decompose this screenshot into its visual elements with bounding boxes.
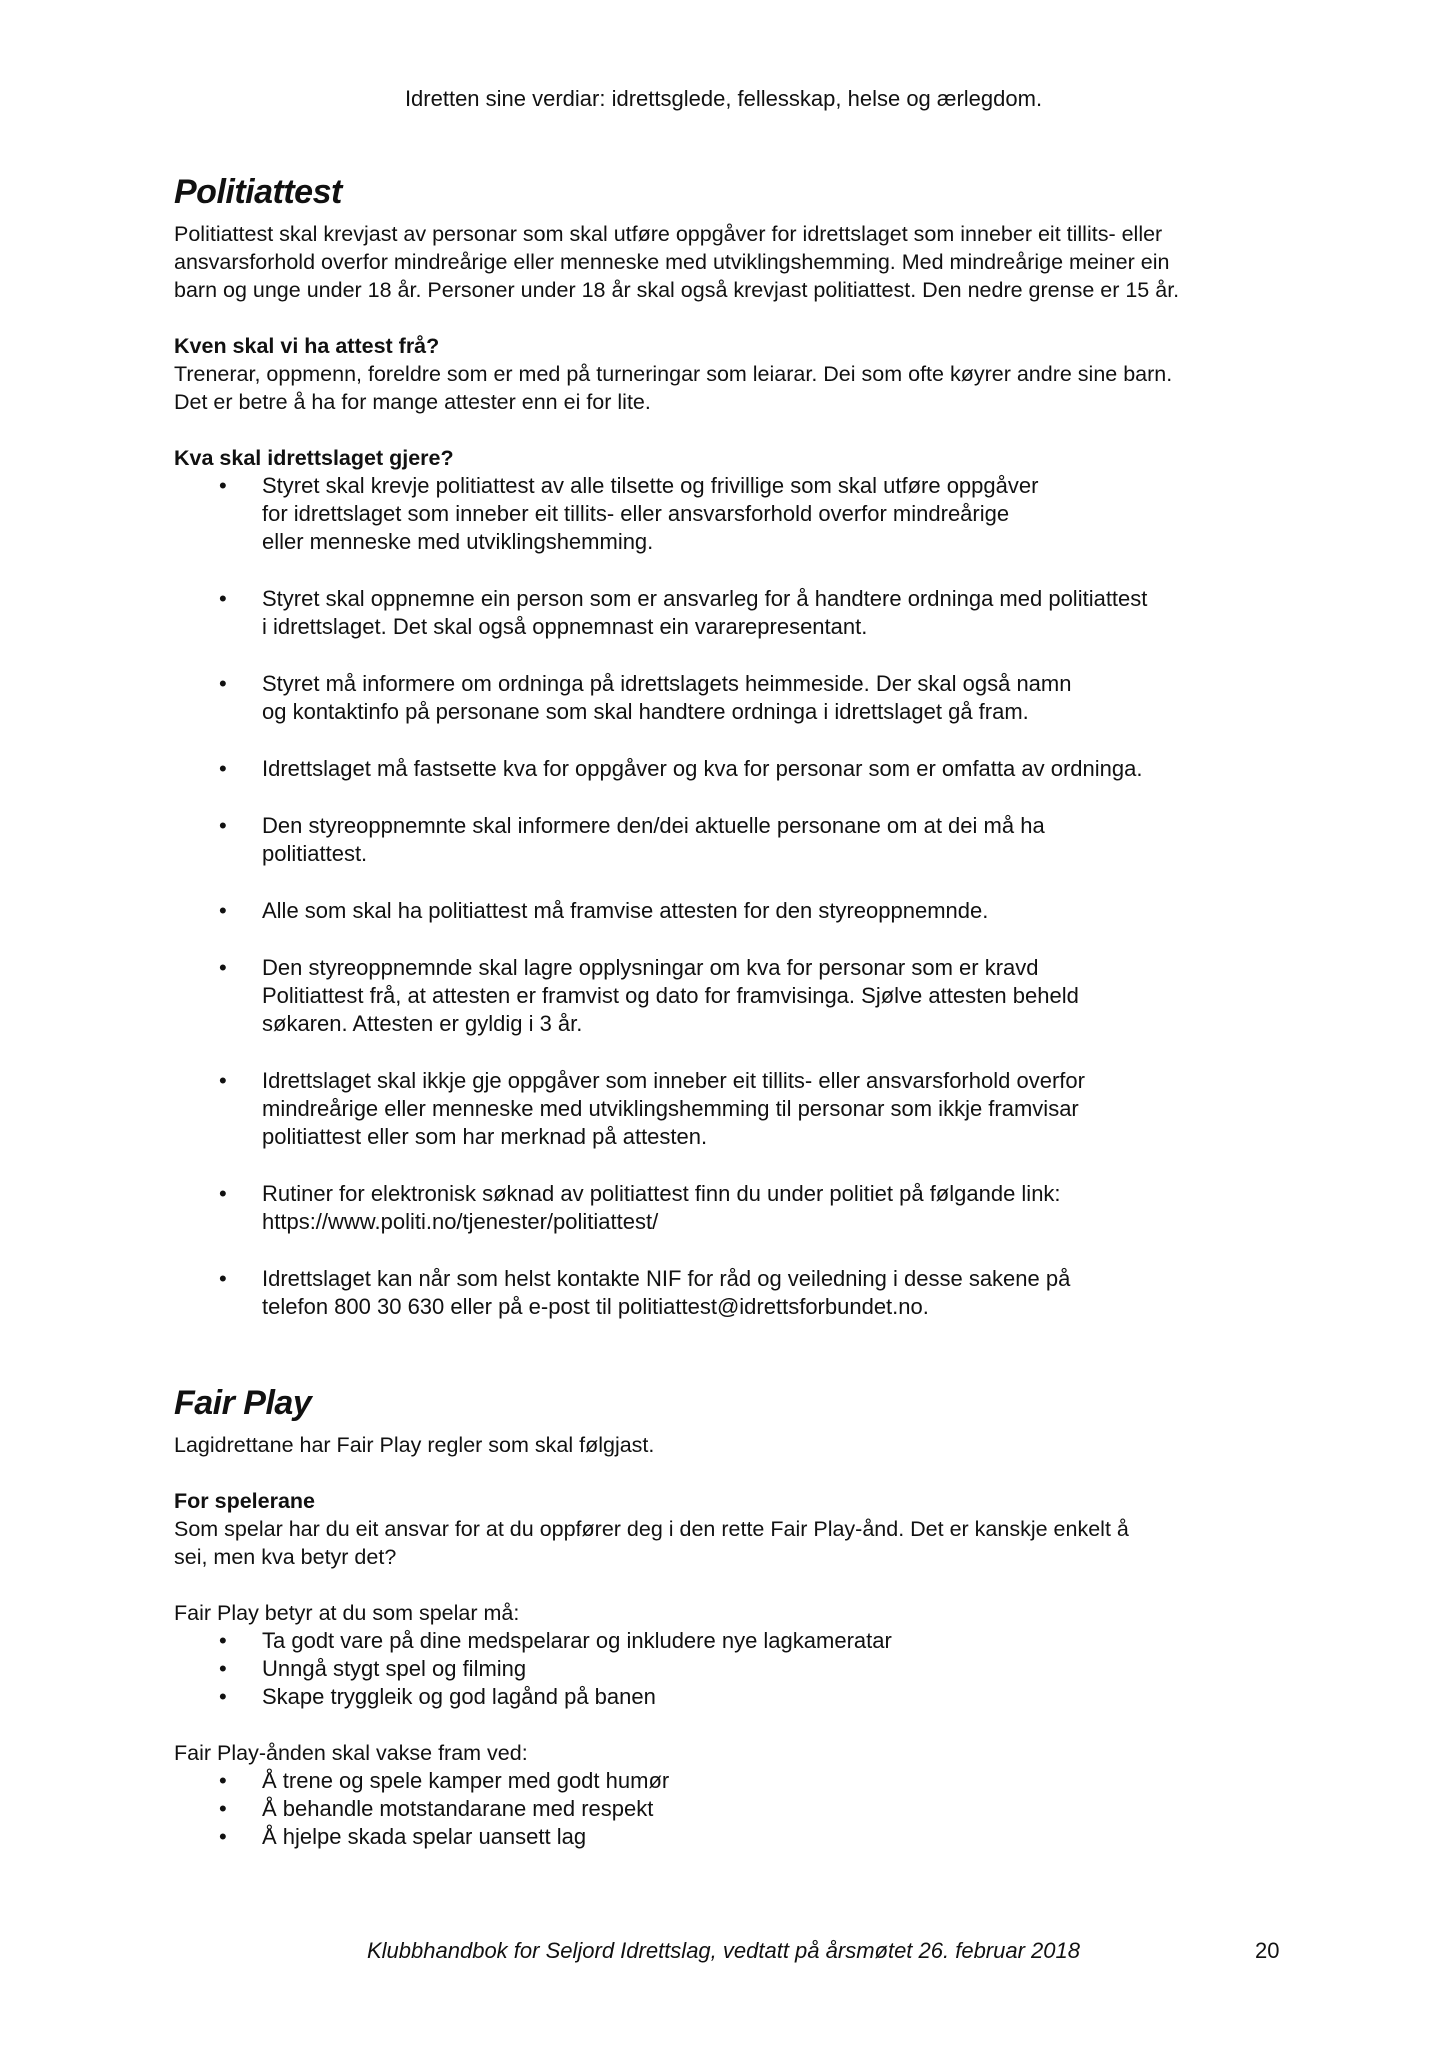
bullet-icon: • — [219, 1824, 227, 1849]
kven-text-line: Trenerar, oppmenn, foreldre som er med på turneringar som leiarar. Dei som ofte køyrer andre sine barn. — [174, 362, 1173, 386]
list-item: • Alle som skal ha politiattest må framvise attesten for den styreoppnemnde. — [219, 898, 989, 923]
list-item: • Styret må informere om ordninga på idrettslagets heimmeside. Der skal også namn og kontaktinfo på personane som skal handtere ordninga i idrettslaget gå fram. — [219, 671, 1072, 724]
bullet-icon: • — [219, 1181, 227, 1206]
bullet-icon: • — [219, 1266, 227, 1291]
list-item: • Idrettslaget skal ikkje gje oppgåver som inneber eit tillits- eller ansvarsforhold overfor mindreårige eller menneske med utviklingshemming til personar som ikkje framvisar politiattest eller som har merknad på attesten. — [219, 1068, 1085, 1149]
list-item: • Rutiner for elektronisk søknad av politiattest finn du under politiet på følgande link: https://www.politi.no/tjenester/politiattest/ — [174, 1180, 1284, 1236]
spelerane-heading: For spelerane — [174, 1489, 315, 1513]
kva-heading: Kva skal idrettslaget gjere? — [174, 446, 454, 470]
politiattest-intro-line: Politiattest skal krevjast av personar som skal utføre oppgåver for idrettslaget som inneber eit tillits- eller — [174, 222, 1163, 246]
spelerane-text-line: Som spelar har du eit ansvar for at du oppfører deg i den rette Fair Play-ånd. Det er kanskje enkelt å — [174, 1517, 1129, 1541]
anden-heading: Fair Play-ånden skal vakse fram ved: — [174, 1741, 528, 1765]
anden-list — [174, 1767, 1284, 1851]
list-item: • Å hjelpe skada spelar uansett lag — [219, 1824, 587, 1849]
list-item: • Den styreoppnemnte skal informere den/dei aktuelle personane om at dei må ha politiattest. — [219, 813, 1045, 866]
politiattest-bullet-list — [174, 472, 1284, 1321]
fairplay-intro: Lagidrettane har Fair Play regler som skal følgjast. — [174, 1433, 655, 1457]
bullet-icon: • — [219, 1068, 227, 1093]
bullet-icon: • — [219, 473, 227, 498]
list-item: • Ta godt vare på dine medspelarar og inkludere nye lagkameratar — [219, 1628, 892, 1653]
kven-heading: Kven skal vi ha attest frå? — [174, 334, 440, 358]
politiattest-intro-line: ansvarsforhold overfor mindreårige eller menneske med utviklingshemming. Med mindreårige meiner ein — [174, 250, 1170, 274]
fairplay-title: Fair Play — [174, 1384, 312, 1422]
betyr-list — [174, 1627, 1284, 1711]
list-item: • Å behandle motstandarane med respekt — [219, 1796, 654, 1821]
spelerane-text-line: sei, men kva betyr det? — [174, 1545, 397, 1569]
betyr-heading: Fair Play betyr at du som spelar må: — [174, 1601, 520, 1625]
list-item: • Styret skal krevje politiattest av alle tilsette og frivillige som skal utføre oppgåver for idrettslaget som inneber eit tillits- eller ansvarsforhold overfor mindreårige eller menneske med utviklingshemming. — [219, 473, 1039, 554]
page-header: Idretten sine verdiar: idrettsglede, fellesskap, helse og ærlegdom. — [404, 86, 1043, 111]
list-item: • Å trene og spele kamper med godt humør — [219, 1768, 670, 1793]
bullet-icon: • — [219, 955, 227, 980]
politiattest-intro-line: barn og unge under 18 år. Personer under 18 år skal også krevjast politiattest. Den nedre grense er 15 år. — [174, 278, 1180, 302]
fairplay-section — [174, 1383, 1284, 1851]
bullet-icon: • — [219, 586, 227, 611]
bullet-icon: • — [219, 813, 227, 838]
bullet-icon: • — [219, 756, 227, 781]
bullet-icon: • — [219, 898, 227, 923]
politiattest-title: Politiattest — [174, 173, 342, 211]
politiattest-link-text: https://www.politi.no/tjenester/politiattest/ — [262, 1209, 659, 1234]
footer-text: Klubbhandbok for Seljord Idrettslag, vedtatt på årsmøtet 26. februar 2018 — [367, 1938, 1080, 1963]
bullet-icon: • — [219, 671, 227, 696]
page-content — [174, 172, 1284, 1851]
list-item: • Skape tryggleik og god lagånd på banen — [219, 1684, 656, 1709]
list-item: • Idrettslaget kan når som helst kontakte NIF for råd og veiledning i desse sakene på telefon 800 30 630 eller på e-post til politiattest@idrettsforbundet.no. — [219, 1266, 1071, 1319]
bullet-icon: • — [219, 1684, 227, 1709]
bullet-icon: • — [219, 1656, 227, 1681]
list-item: • Styret skal oppnemne ein person som er ansvarleg for å handtere ordninga med politiattest i idrettslaget. Det skal også oppnemnast ein vararepresentant. — [219, 586, 1148, 639]
list-item: • Den styreoppnemnde skal lagre opplysningar om kva for personar som er kravd Politiattest frå, at attesten er framvist og dato for framvisinga. Sjølve attesten beheld søkaren. Attesten er gyldig i 3 år. — [219, 955, 1079, 1036]
list-item: • Unngå stygt spel og filming — [219, 1656, 527, 1681]
list-item: • Idrettslaget må fastsette kva for oppgåver og kva for personar som er omfatta av ordninga. — [219, 756, 1143, 781]
page-number: 20 — [1255, 1938, 1280, 1963]
bullet-icon: • — [219, 1768, 227, 1793]
politiattest-section — [174, 172, 1284, 1321]
bullet-icon: • — [219, 1628, 227, 1653]
kven-text-line: Det er betre å ha for mange attester enn ei for lite. — [174, 390, 651, 414]
bullet-icon: • — [219, 1796, 227, 1821]
